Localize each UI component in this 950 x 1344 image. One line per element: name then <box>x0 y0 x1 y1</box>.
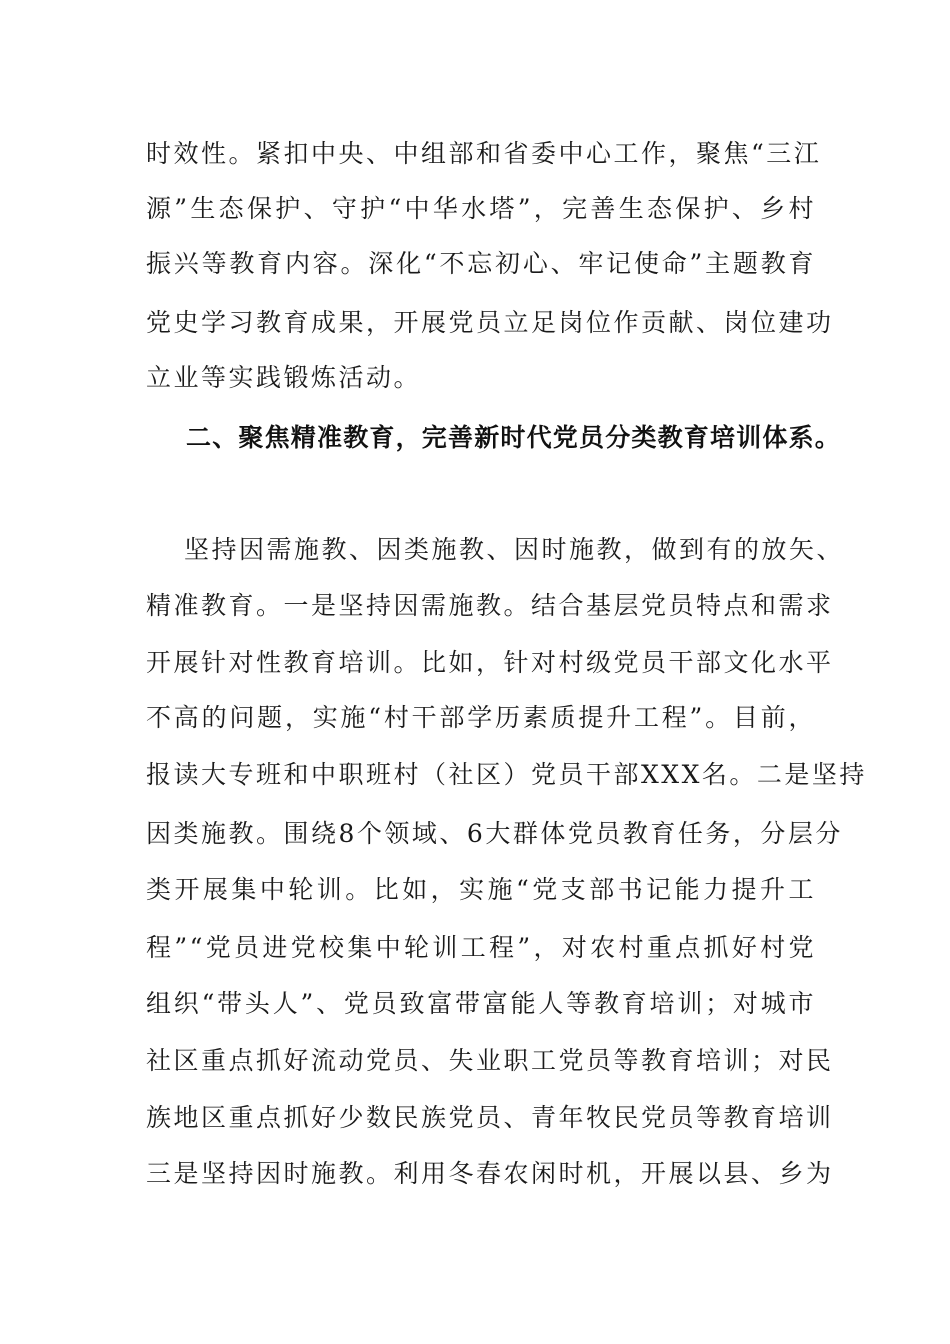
paragraph-2-line-11: 族地区重点抓好少数民族党员、青年牧民党员等教育培训 <box>146 1103 834 1132</box>
paragraph-1-line-4: 党史学习教育成果，开展党员立足岗位作贡献、岗位建功 <box>146 308 834 337</box>
paragraph-1-line-2: 源”生态保护、守护“中华水塔”，完善生态保护、乡村 <box>146 194 816 223</box>
paragraph-1-line-5: 立业等实践锻炼活动。 <box>146 363 422 392</box>
paragraph-2-line-1: 坚持因需施教、因类施教、因时施教，做到有的放矢、 <box>184 535 845 564</box>
paragraph-2-line-9: 组织“带头人”、党员致富带富能人等教育培训；对城市 <box>146 989 816 1018</box>
section-2-heading: 二、聚焦精准教育，完善新时代党员分类教育培训体系。 <box>186 423 842 452</box>
paragraph-2-line-7: 类开展集中轮训。比如，实施“党支部书记能力提升工 <box>146 875 816 904</box>
paragraph-2-line-4: 不高的问题，实施“村干部学历素质提升工程”。目前， <box>146 703 816 732</box>
paragraph-2-line-5: 报读大专班和中职班村（社区）党员干部XXX名。二是坚持 <box>146 760 867 789</box>
paragraph-2-line-12: 三是坚持因时施教。利用冬春农闲时机，开展以县、乡为 <box>146 1159 834 1188</box>
paragraph-2-line-8: 程”“党员进党校集中轮训工程”，对农村重点抓好村党 <box>146 933 816 962</box>
paragraph-2-line-6: 因类施教。围绕8个领域、6大群体党员教育任务，分层分 <box>146 819 843 848</box>
paragraph-2-line-10: 社区重点抓好流动党员、失业职工党员等教育培训；对民 <box>146 1046 834 1075</box>
paragraph-1-line-1: 时效性。紧扣中央、中组部和省委中心工作，聚焦“三江 <box>146 139 822 168</box>
paragraph-1-line-3: 振兴等教育内容。深化“不忘初心、牢记使命”主题教育 <box>146 249 816 278</box>
paragraph-2-line-3: 开展针对性教育培训。比如，针对村级党员干部文化水平 <box>146 648 834 677</box>
paragraph-2-line-2: 精准教育。一是坚持因需施教。结合基层党员特点和需求 <box>146 591 834 620</box>
